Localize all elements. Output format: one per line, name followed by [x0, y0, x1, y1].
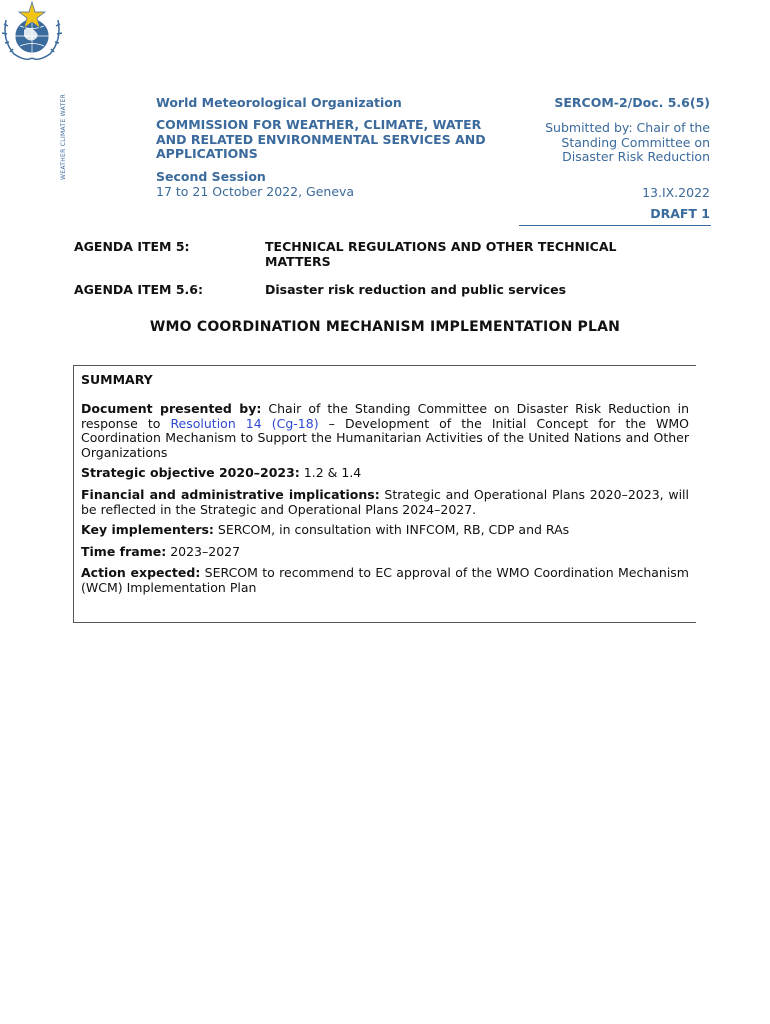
header-divider	[519, 225, 711, 226]
summary-implementers	[81, 523, 689, 538]
financial-value: Strategic and Operational Plans 2020–2023, will be reflected in the Strategic and Operational Plans 2024–2027.	[81, 487, 689, 517]
summary-financial	[81, 488, 689, 517]
agenda-subitem-label: AGENDA ITEM 5.6:	[74, 282, 203, 297]
presented-label: Document presented by:	[81, 401, 262, 416]
summary-presented-by	[81, 402, 689, 460]
action-value: SERCOM to recommend to EC approval of the WMO Coordination Mechanism (WCM) Implementation Plan	[81, 565, 689, 595]
presented-text: Chair of the Standing Committee on Disaster Risk Reduction in response to	[81, 401, 689, 431]
action-label: Action expected:	[81, 565, 201, 580]
agenda-item-text: TECHNICAL REGULATIONS AND OTHER TECHNICAL MATTERS	[265, 239, 617, 269]
commission-name: COMMISSION FOR WEATHER, CLIMATE, WATER AND RELATED ENVIRONMENTAL SERVICES AND APPLICATIONS	[156, 117, 486, 162]
session-name: Second Session	[156, 169, 266, 184]
summary-time-frame	[81, 545, 689, 560]
side-text: WEATHER CLIMATE WATER	[60, 93, 67, 180]
summary-action-expected	[81, 566, 689, 595]
document-reference: SERCOM-2/Doc. 5.6(5)	[554, 95, 710, 110]
wmo-logo	[0, 0, 64, 64]
organization-name: World Meteorological Organization	[156, 95, 402, 110]
implementers-label: Key implementers:	[81, 522, 214, 537]
summary-strategic-objective	[81, 466, 689, 481]
agenda-item-label: AGENDA ITEM 5:	[74, 239, 190, 254]
summary-heading: SUMMARY	[81, 372, 153, 387]
timeframe-label: Time frame:	[81, 544, 167, 559]
presented-text-continued: – Development of the Initial Concept for the WMO Coordination Mechanism to Support the Humanitarian Activities of the United Nations and Other Organizations	[81, 415, 689, 460]
agenda-subitem-text: Disaster risk reduction and public services	[265, 282, 567, 297]
document-date: 13.IX.2022	[642, 185, 710, 200]
implementers-value: SERCOM, in consultation with INFCOM, RB, CDP and RAs	[217, 522, 570, 537]
submitted-by: Submitted by: Chair of the Standing Committee on Disaster Risk Reduction	[545, 120, 710, 165]
session-dates: 17 to 21 October 2022, Geneva	[156, 184, 355, 199]
timeframe-value: 2023–2027	[170, 544, 241, 559]
financial-label: Financial and administrative implications:	[81, 487, 380, 502]
resolution-link[interactable]: Resolution 14 (Cg-18)	[170, 415, 319, 431]
document-title: WMO COORDINATION MECHANISM IMPLEMENTATION PLAN	[149, 319, 621, 335]
draft-label: DRAFT 1	[650, 206, 710, 221]
objective-value: 1.2 & 1.4	[303, 465, 362, 480]
objective-label: Strategic objective 2020–2023:	[81, 465, 300, 480]
